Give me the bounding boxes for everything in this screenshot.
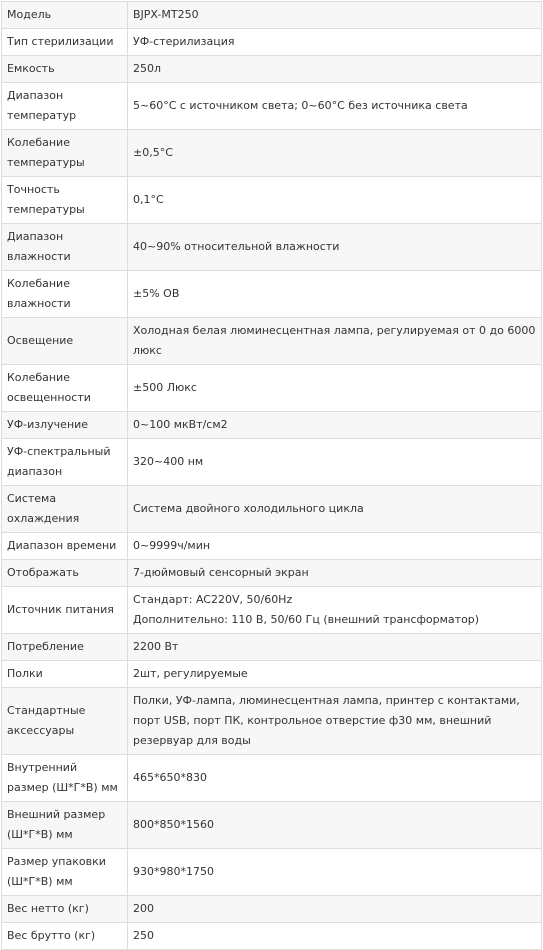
spec-value <box>128 177 542 224</box>
spec-value <box>128 688 542 755</box>
spec-value-line: Дополнительно: 110 В, 50/60 Гц (внешний трансформатор) <box>133 613 480 626</box>
spec-row <box>2 560 542 587</box>
spec-label: Источник питания <box>2 587 128 634</box>
spec-label: Тип стерилизации <box>2 29 128 56</box>
spec-row <box>2 29 542 56</box>
spec-row <box>2 365 542 412</box>
specification-table <box>1 1 542 950</box>
spec-label: Потребление <box>2 634 128 661</box>
spec-label: Диапазон влажности <box>2 224 128 271</box>
spec-row <box>2 318 542 365</box>
spec-value <box>128 802 542 849</box>
spec-value <box>128 224 542 271</box>
spec-value <box>128 661 542 688</box>
spec-value-line: 0~100 мкВт/см2 <box>133 418 228 431</box>
spec-value <box>128 923 542 950</box>
spec-value <box>128 271 542 318</box>
spec-label: Размер упаковки (Ш*Г*В) мм <box>2 849 128 896</box>
spec-value-line: BJPX-MT250 <box>133 8 199 21</box>
spec-row <box>2 661 542 688</box>
spec-value-line: 930*980*1750 <box>133 865 214 878</box>
spec-value-line: 7-дюймовый сенсорный экран <box>133 566 309 579</box>
spec-value-line: 2шт, регулируемые <box>133 667 248 680</box>
spec-value <box>128 533 542 560</box>
spec-value <box>128 2 542 29</box>
spec-value-line: 2200 Вт <box>133 640 179 653</box>
spec-value <box>128 56 542 83</box>
spec-value-line: ±500 Люкс <box>133 381 197 394</box>
spec-row <box>2 533 542 560</box>
spec-value-line: Холодная белая люминесцентная лампа, регулируемая от 0 до 6000 люкс <box>133 324 536 357</box>
spec-row <box>2 412 542 439</box>
spec-label: УФ-излучение <box>2 412 128 439</box>
spec-value-line: Система двойного холодильного цикла <box>133 502 364 515</box>
spec-value-line: 465*650*830 <box>133 771 207 784</box>
spec-label: Колебание освещенности <box>2 365 128 412</box>
spec-row <box>2 486 542 533</box>
spec-row <box>2 439 542 486</box>
spec-value <box>128 755 542 802</box>
spec-row <box>2 923 542 950</box>
spec-row <box>2 896 542 923</box>
spec-value-line: УФ-стерилизация <box>133 35 235 48</box>
spec-value-line: Полки, УФ-лампа, люминесцентная лампа, принтер с контактами, порт USB, порт ПК, контрольное отверстие ф30 мм, внешний резервуар для воды <box>133 694 520 747</box>
spec-label: Освещение <box>2 318 128 365</box>
spec-value <box>128 634 542 661</box>
spec-value-line: 0,1°C <box>133 193 164 206</box>
spec-label: Стандартные аксессуары <box>2 688 128 755</box>
spec-row <box>2 802 542 849</box>
spec-value <box>128 365 542 412</box>
spec-label: Система охлаждения <box>2 486 128 533</box>
spec-row <box>2 130 542 177</box>
spec-value <box>128 849 542 896</box>
spec-value-line: ±5% ОВ <box>133 287 180 300</box>
spec-value-line: 40~90% относительной влажности <box>133 240 340 253</box>
spec-label: Отображать <box>2 560 128 587</box>
spec-value-line: Стандарт: AC220V, 50/60Hz <box>133 593 293 606</box>
spec-value <box>128 439 542 486</box>
spec-value <box>128 560 542 587</box>
spec-row <box>2 177 542 224</box>
spec-label: Диапазон температур <box>2 83 128 130</box>
spec-label: Внутренний размер (Ш*Г*В) мм <box>2 755 128 802</box>
spec-label: Колебание влажности <box>2 271 128 318</box>
spec-row <box>2 634 542 661</box>
spec-value-line: 250 <box>133 929 154 942</box>
spec-value <box>128 412 542 439</box>
spec-row <box>2 755 542 802</box>
spec-value-line: 320~400 нм <box>133 455 204 468</box>
spec-value <box>128 130 542 177</box>
spec-value <box>128 896 542 923</box>
spec-label: Колебание температуры <box>2 130 128 177</box>
spec-row <box>2 849 542 896</box>
spec-value <box>128 83 542 130</box>
spec-label: Модель <box>2 2 128 29</box>
spec-row <box>2 271 542 318</box>
spec-label: Вес нетто (кг) <box>2 896 128 923</box>
spec-value-line: 5~60°C с источником света; 0~60°C без источника света <box>133 99 468 112</box>
spec-value-line: 0~9999ч/мин <box>133 539 211 552</box>
spec-label: Диапазон времени <box>2 533 128 560</box>
spec-label: Полки <box>2 661 128 688</box>
spec-value <box>128 486 542 533</box>
spec-value <box>128 29 542 56</box>
spec-value-line: ±0,5°C <box>133 146 173 159</box>
spec-row <box>2 56 542 83</box>
spec-label: УФ-спектральный диапазон <box>2 439 128 486</box>
spec-value-line: 250л <box>133 62 162 75</box>
spec-label: Внешний размер (Ш*Г*В) мм <box>2 802 128 849</box>
spec-row <box>2 224 542 271</box>
spec-label: Точность температуры <box>2 177 128 224</box>
spec-value <box>128 587 542 634</box>
specification-table-body <box>2 2 542 950</box>
spec-value <box>128 318 542 365</box>
spec-row <box>2 83 542 130</box>
spec-value-line: 200 <box>133 902 154 915</box>
spec-row <box>2 2 542 29</box>
spec-value-line: 800*850*1560 <box>133 818 214 831</box>
spec-label: Вес брутто (кг) <box>2 923 128 950</box>
spec-row <box>2 587 542 634</box>
spec-row <box>2 688 542 755</box>
spec-label: Емкость <box>2 56 128 83</box>
